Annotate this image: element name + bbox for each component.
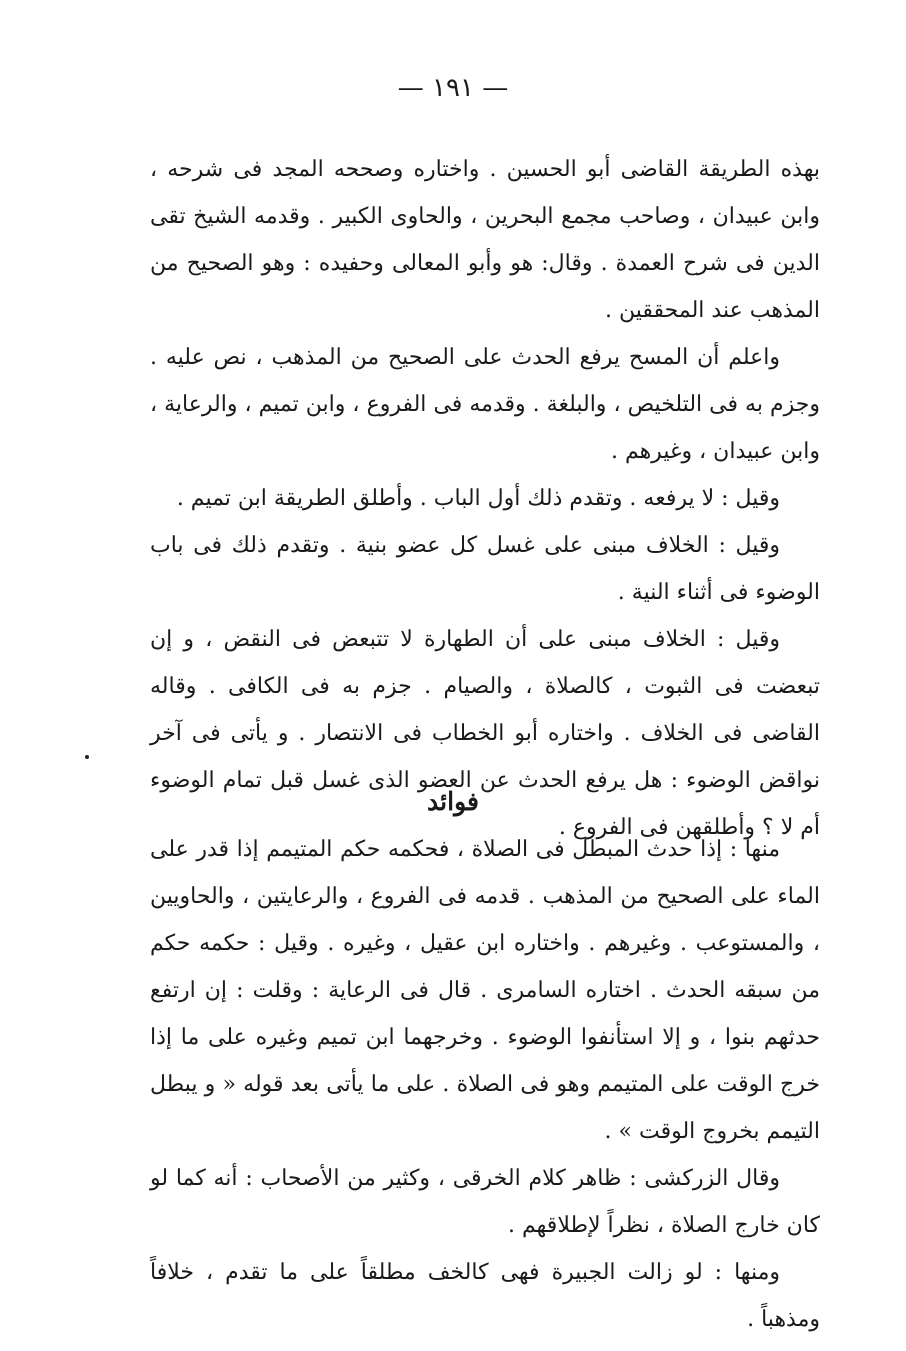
ink-speck xyxy=(85,755,89,759)
paragraph: ومنها : لو زالت الجبيرة فهى كالخف مطلقاً على ما تقدم ، خلافاً ومذهباً . xyxy=(150,1260,820,1332)
page-number: — ١٩١ — xyxy=(397,73,509,103)
text-block-bottom xyxy=(150,826,820,1343)
section-heading: فوائد xyxy=(427,787,479,816)
paragraph: بهذه الطريقة القاضى أبو الحسين . واختاره وصححه المجد فى شرحه ، وابن عبيدان ، وصاحب مجمع البحرين ، والحاوى الكبير . وقدمه الشيخ تقى الدين فى شرح العمدة . وقال: هو وأبو المعالى وحفيده : وهو الصحيح من المذهب عند المحققين . xyxy=(150,157,820,323)
paragraph: منها : إذا حدث المبطل فى الصلاة ، فحكمه حكم المتيمم إذا قدر على الماء على الصحيح من المذهب . قدمه فى الفروع ، والرعايتين ، والحاويين ، والمستوعب . وغيرهم . واختاره ابن عقيل ، وغيره . وقيل : حكمه حكم من سبقه الحدث . اختاره السامرى . قال فى الرعاية : وقلت : إن ارتفع حدثهم بنوا ، و إلا استأنفوا الوضوء . وخرجهما ابن تميم وغيره على ما إذا خرج الوقت على المتيمم وهو فى الصلاة . على ما يأتى بعد قوله « و يبطل التيمم بخروج الوقت » . xyxy=(150,837,820,1144)
paragraph: واعلم أن المسح يرفع الحدث على الصحيح من المذهب ، نص عليه . وجزم به فى التلخيص ، والبلغة . وقدمه فى الفروع ، وابن تميم ، والرعاية ، وابن عبيدان ، وغيرهم . xyxy=(150,345,820,464)
text-block-top xyxy=(150,146,820,851)
paragraph: وقيل : لا يرفعه . وتقدم ذلك أول الباب . وأطلق الطريقة ابن تميم . xyxy=(176,486,780,511)
paragraph: وقيل : الخلاف مبنى على غسل كل عضو بنية . وتقدم ذلك فى باب الوضوء فى أثناء النية . xyxy=(150,533,820,605)
paragraph: وقال الزركشى : ظاهر كلام الخرقى ، وكثير من الأصحاب : أنه كما لو كان خارج الصلاة ، نظراً لإطلاقهم . xyxy=(150,1166,820,1238)
paragraph: وقيل : الخلاف مبنى على أن الطهارة لا تتبعض فى النقض ، و إن تبعضت فى الثبوت ، كالصلاة ، والصيام . جزم به فى الكافى . وقاله القاضى فى الخلاف . واختاره أبو الخطاب فى الانتصار . و يأتى فى آخر نواقض الوضوء : هل يرفع الحدث عن العضو الذى غسل قبل تمام الوضوء أم لا ؟ وأطلقهن فى الفروع . xyxy=(150,627,820,840)
